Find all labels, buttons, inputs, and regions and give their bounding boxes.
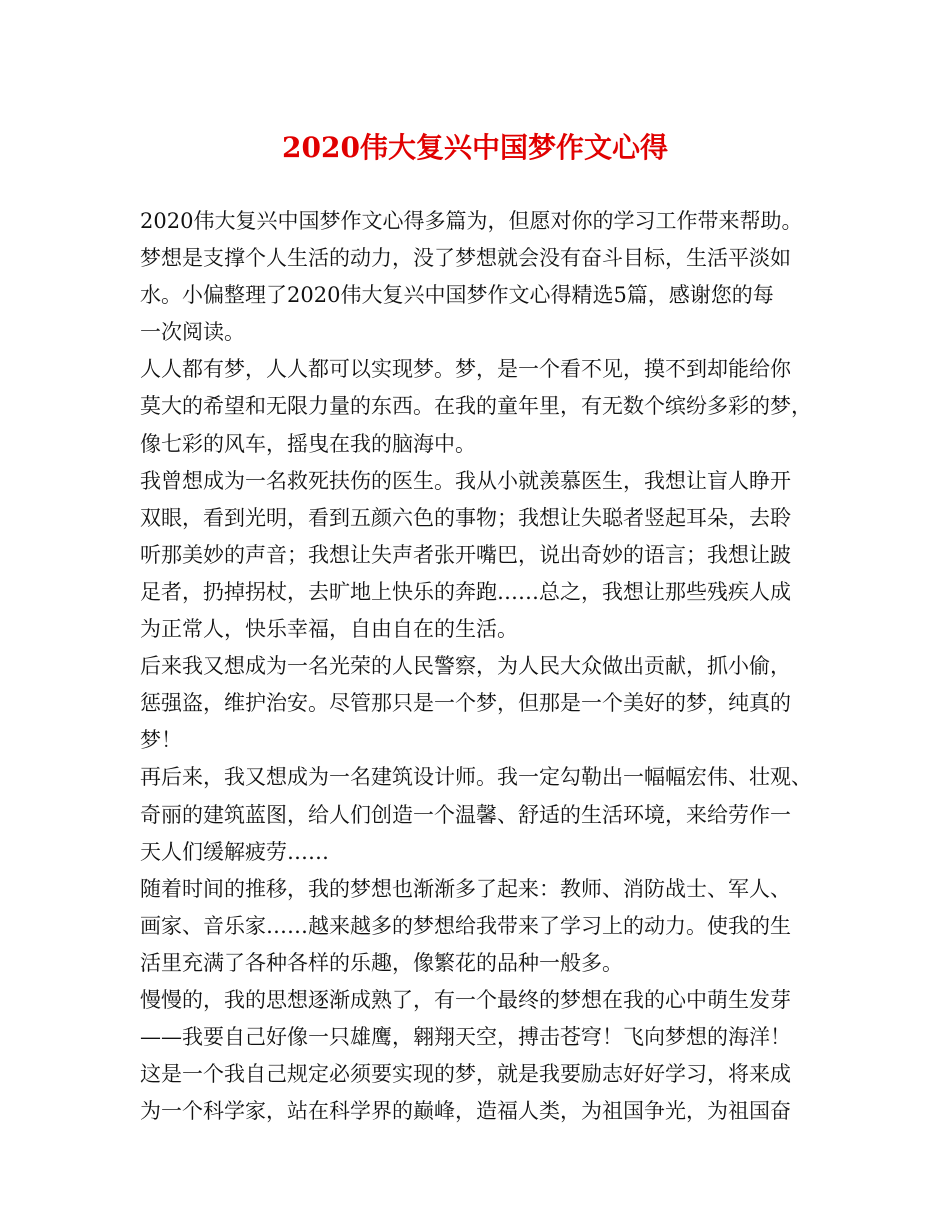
text-line: 一次阅读。	[140, 320, 245, 345]
text-line: 人人都有梦，人人都可以实现梦。梦，是一个看不见，摸不到却能给你	[140, 357, 791, 382]
text-line: 像七彩的风车，摇曳在我的脑海中。	[140, 431, 476, 456]
text-line: 为一个科学家，站在科学界的巅峰，造福人类，为祖国争光，为祖国奋	[140, 1099, 791, 1124]
text-line: 2020伟大复兴中国梦作文心得多篇为，但愿对你的学习工作带来帮助。	[140, 209, 803, 233]
text-line: 我曾想成为一名救死扶伤的医生。我从小就羡慕医生，我想让盲人睁开	[140, 468, 791, 493]
text-line: 画家、音乐家……越来越多的梦想给我带来了学习上的动力。使我的生	[140, 913, 791, 938]
text-line: 双眼，看到光明，看到五颜六色的事物；我想让失聪者竖起耳朵，去聆	[140, 505, 791, 530]
document-body	[140, 203, 830, 1130]
text-line: 奇丽的建筑蓝图，给人们创造一个温馨、舒适的生活环境，来给劳作一	[140, 802, 791, 827]
text-line: 听那美妙的声音；我想让失声者张开嘴巴，说出奇妙的语言；我想让跛	[140, 542, 791, 567]
text-line: ——我要自己好像一只雄鹰，翱翔天空，搏击苍穹！飞向梦想的海洋！	[140, 1025, 791, 1050]
text-line: 后来我又想成为一名光荣的人民警察，为人民大众做出贡献，抓小偷，	[140, 654, 791, 679]
text-line: 慢慢的，我的思想逐渐成熟了，有一个最终的梦想在我的心中萌生发芽	[140, 987, 791, 1012]
text-line: 莫大的希望和无限力量的东西。在我的童年里，有无数个缤纷多彩的梦，	[140, 394, 812, 419]
text-line: 为正常人，快乐幸福，自由自在的生活。	[140, 617, 518, 642]
text-line: 梦！	[140, 728, 182, 753]
text-line: 梦想是支撑个人生活的动力，没了梦想就会没有奋斗目标，生活平淡如	[140, 246, 791, 271]
text-line: 水。小偏整理了2020伟大复兴中国梦作文心得精选5篇，感谢您的每	[140, 283, 774, 308]
text-line: 随着时间的推移，我的梦想也渐渐多了起来：教师、消防战士、军人、	[140, 876, 791, 901]
text-line: 这是一个我自己规定必须要实现的梦，就是我要励志好好学习，将来成	[140, 1062, 791, 1087]
text-line: 活里充满了各种各样的乐趣，像繁花的品种一般多。	[140, 950, 623, 975]
document-title: 2020伟大复兴中国梦作文心得	[282, 131, 668, 164]
text-line: 天人们缓解疲劳……	[140, 839, 329, 864]
text-line: 再后来，我又想成为一名建筑设计师。我一定勾勒出一幅幅宏伟、壮观、	[140, 765, 812, 790]
text-line: 惩强盗，维护治安。尽管那只是一个梦，但那是一个美好的梦，纯真的	[140, 691, 791, 716]
text-line: 足者，扔掉拐杖，去旷地上快乐的奔跑……总之，我想让那些残疾人成	[140, 579, 791, 604]
